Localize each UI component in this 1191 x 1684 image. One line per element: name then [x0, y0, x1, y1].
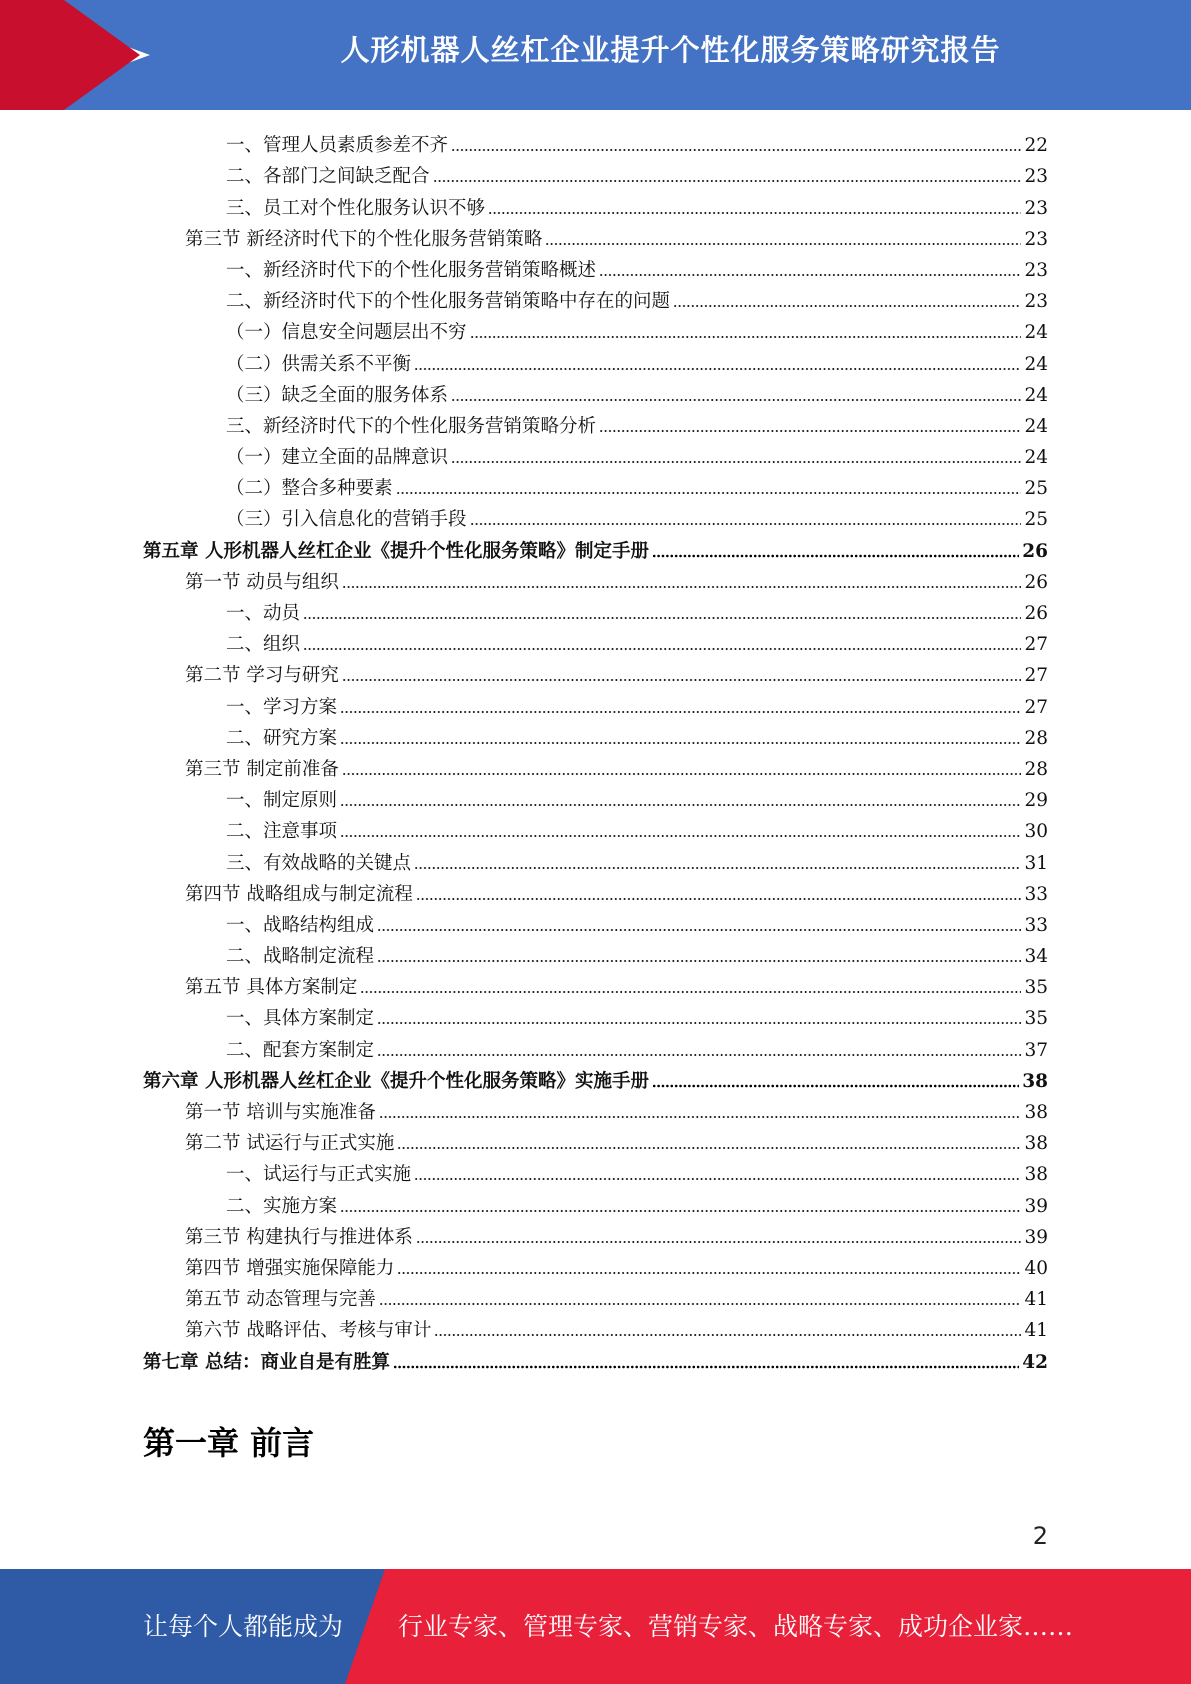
toc-dot-leader — [599, 429, 1021, 433]
chapter-heading: 第一章 前言 — [143, 1424, 315, 1462]
toc-entry[interactable] — [143, 658, 1048, 689]
toc-entry[interactable] — [143, 939, 1048, 970]
toc-entry[interactable] — [143, 1157, 1048, 1188]
toc-entry-page: 25 — [1024, 509, 1048, 531]
toc-entry-title: 第二节 试运行与正式实施 — [185, 1133, 395, 1155]
toc-entry-title: （二）整合多种要素 — [226, 478, 393, 500]
toc-entry[interactable] — [143, 315, 1048, 346]
header-red-block — [0, 0, 64, 110]
toc-entry[interactable] — [143, 970, 1048, 1001]
toc-entry-title: 二、战略制定流程 — [226, 946, 375, 968]
toc-entry-page: 42 — [1022, 1351, 1048, 1373]
toc-entry-page: 39 — [1024, 1226, 1048, 1248]
toc-dot-leader — [340, 803, 1021, 807]
toc-entry-page: 38 — [1024, 1133, 1048, 1155]
toc-entry[interactable] — [143, 1001, 1048, 1032]
toc-dot-leader — [340, 834, 1021, 838]
toc-entry-title: 一、制定原则 — [226, 790, 338, 812]
page-footer — [0, 1569, 1191, 1684]
toc-entry[interactable] — [143, 1032, 1048, 1063]
toc-entry-title: （二）供需关系不平衡 — [226, 353, 412, 375]
toc-entry-title: （三）引入信息化的营销手段 — [226, 509, 467, 531]
toc-dot-leader — [377, 1053, 1021, 1057]
toc-entry-title: 第四节 战略组成与制定流程 — [185, 883, 413, 905]
toc-entry[interactable] — [143, 908, 1048, 939]
toc-entry-title: 一、试运行与正式实施 — [226, 1164, 412, 1186]
toc-entry[interactable] — [143, 1344, 1048, 1375]
footer-slogan-right: 行业专家、管理专家、营销专家、战略专家、成功企业家…… — [398, 1612, 1074, 1641]
toc-entry-title: 一、新经济时代下的个性化服务营销策略概述 — [226, 259, 597, 281]
toc-entry-title: 第四节 增强实施保障能力 — [185, 1257, 395, 1279]
toc-dot-leader — [414, 866, 1021, 870]
toc-entry-title: 二、研究方案 — [226, 727, 338, 749]
toc-entry-page: 24 — [1024, 384, 1048, 406]
toc-entry-page: 23 — [1024, 259, 1048, 281]
toc-entry-page: 24 — [1024, 415, 1048, 437]
toc-entry[interactable] — [143, 190, 1048, 221]
toc-entry[interactable] — [143, 627, 1048, 658]
page-header — [0, 0, 1191, 110]
toc-dot-leader — [379, 1302, 1022, 1306]
toc-entry[interactable] — [143, 533, 1048, 564]
toc-entry-page: 35 — [1024, 1008, 1048, 1030]
toc-dot-leader — [470, 335, 1022, 339]
toc-dot-leader — [397, 1271, 1021, 1275]
toc-entry-page: 33 — [1024, 914, 1048, 936]
toc-entry-title: 第六章 人形机器人丝杠企业《提升个性化服务策略》实施手册 — [143, 1070, 649, 1092]
toc-entry-title: 第五章 人形机器人丝杠企业《提升个性化服务策略》制定手册 — [143, 540, 649, 562]
toc-entry-page: 27 — [1024, 665, 1048, 687]
toc-entry-page: 30 — [1024, 821, 1048, 843]
toc-entry-page: 33 — [1024, 883, 1048, 905]
toc-dot-leader — [342, 772, 1022, 776]
toc-dot-leader — [377, 959, 1021, 963]
toc-dot-leader — [545, 242, 1021, 246]
toc-entry[interactable] — [143, 128, 1048, 159]
toc-dot-leader — [396, 491, 1022, 495]
toc-entry-title: 二、注意事项 — [226, 821, 338, 843]
toc-dot-leader — [340, 1209, 1021, 1213]
toc-entry-title: 第六节 战略评估、考核与审计 — [185, 1320, 432, 1342]
toc-dot-leader — [599, 273, 1021, 277]
toc-dot-leader — [377, 1021, 1021, 1025]
toc-entry-page: 24 — [1024, 322, 1048, 344]
toc-dot-leader — [652, 554, 1019, 558]
toc-entry[interactable] — [143, 814, 1048, 845]
toc-entry-title: （一）信息安全问题层出不穷 — [226, 322, 467, 344]
toc-entry-title: 第三节 构建执行与推进体系 — [185, 1226, 413, 1248]
toc-dot-leader — [433, 179, 1022, 183]
toc-entry-page: 24 — [1024, 353, 1048, 375]
toc-dot-leader — [414, 367, 1021, 371]
toc-entry-title: 三、员工对个性化服务认识不够 — [226, 197, 486, 219]
toc-entry-title: 一、管理人员素质参差不齐 — [226, 135, 449, 157]
toc-entry-page: 41 — [1024, 1320, 1048, 1342]
toc-dot-leader — [673, 304, 1021, 308]
header-title: 人形机器人丝杠企业提升个性化服务策略研究报告 — [340, 33, 1001, 67]
toc-entry-page: 38 — [1024, 1164, 1048, 1186]
toc-entry-page: 26 — [1022, 540, 1048, 562]
toc-entry[interactable] — [143, 565, 1048, 596]
toc-entry-title: 第三节 制定前准备 — [185, 758, 339, 780]
toc-entry-page: 38 — [1022, 1070, 1048, 1092]
page-number: 2 — [1032, 1522, 1048, 1550]
header-red-chevron — [64, 0, 140, 110]
toc-entry-page: 34 — [1024, 946, 1048, 968]
toc-entry-page: 40 — [1024, 1257, 1048, 1279]
toc-entry-page: 28 — [1024, 758, 1048, 780]
toc-entry[interactable] — [143, 1126, 1048, 1157]
toc-entry[interactable] — [143, 689, 1048, 720]
toc-dot-leader — [470, 522, 1022, 526]
toc-entry[interactable] — [143, 159, 1048, 190]
toc-entry-title: 第一节 动员与组织 — [185, 571, 339, 593]
toc-entry[interactable] — [143, 346, 1048, 377]
toc-entry[interactable] — [143, 877, 1048, 908]
toc-entry-title: 第五节 动态管理与完善 — [185, 1289, 376, 1311]
toc-entry-page: 35 — [1024, 977, 1048, 999]
toc-dot-leader — [342, 678, 1022, 682]
toc-entry[interactable] — [143, 1251, 1048, 1282]
toc-dot-leader — [451, 148, 1021, 152]
toc-entry[interactable] — [143, 1313, 1048, 1344]
toc-entry-title: 一、具体方案制定 — [226, 1008, 375, 1030]
toc-entry-page: 29 — [1024, 790, 1048, 812]
toc-dot-leader — [414, 1177, 1021, 1181]
toc-dot-leader — [340, 741, 1021, 745]
toc-entry-title: 一、学习方案 — [226, 696, 338, 718]
toc-entry[interactable] — [143, 596, 1048, 627]
toc-entry[interactable] — [143, 845, 1048, 876]
toc-entry-title: 第七章 总结：商业自是有胜算 — [143, 1351, 390, 1373]
toc-entry-title: 一、动员 — [226, 603, 301, 624]
toc-entry[interactable] — [143, 440, 1048, 471]
toc-dot-leader — [652, 1084, 1019, 1088]
toc-entry-page: 24 — [1024, 447, 1048, 469]
toc-entry-page: 41 — [1024, 1289, 1048, 1311]
toc-entry-page: 26 — [1024, 603, 1048, 624]
toc-entry-page: 25 — [1024, 478, 1048, 500]
toc-entry[interactable] — [143, 284, 1048, 315]
toc-entry-title: 第二节 学习与研究 — [185, 665, 339, 687]
footer-slogan-left: 让每个人都能成为 — [143, 1612, 344, 1641]
toc-entry[interactable] — [143, 1095, 1048, 1126]
toc-entry[interactable] — [143, 1282, 1048, 1313]
toc-dot-leader — [303, 616, 1021, 620]
toc-entry-page: 23 — [1024, 291, 1048, 313]
toc-dot-leader — [488, 211, 1021, 215]
toc-entry-page: 26 — [1024, 571, 1048, 593]
toc-entry-title: 二、实施方案 — [226, 1195, 338, 1217]
toc-entry[interactable] — [143, 721, 1048, 752]
toc-entry-page: 31 — [1024, 852, 1048, 874]
toc-entry[interactable] — [143, 471, 1048, 502]
toc-entry-page: 22 — [1024, 135, 1048, 157]
toc-dot-leader — [451, 398, 1021, 402]
toc-dot-leader — [379, 1115, 1022, 1119]
toc-dot-leader — [416, 1240, 1022, 1244]
toc-entry[interactable] — [143, 409, 1048, 440]
toc-entry-page: 27 — [1024, 696, 1048, 718]
toc-entry-page: 27 — [1024, 634, 1048, 656]
toc-entry[interactable] — [143, 222, 1048, 253]
toc-entry-title: 第三节 新经济时代下的个性化服务营销策略 — [185, 228, 543, 250]
toc-entry-title: 第五节 具体方案制定 — [185, 977, 358, 999]
toc-entry-title: （一）建立全面的品牌意识 — [226, 447, 449, 469]
toc-entry[interactable] — [143, 378, 1048, 409]
toc-dot-leader — [416, 897, 1022, 901]
toc-entry[interactable] — [143, 1064, 1048, 1095]
toc-entry-title: 三、有效战略的关键点 — [226, 852, 412, 874]
toc-entry-page: 23 — [1024, 197, 1048, 219]
toc-entry-title: 二、组织 — [226, 634, 301, 656]
toc-entry[interactable] — [143, 502, 1048, 533]
toc-entry-title: 二、各部门之间缺乏配合 — [226, 166, 430, 188]
toc-entry-page: 37 — [1024, 1039, 1048, 1061]
toc-entry-title: 一、战略结构组成 — [226, 914, 375, 936]
toc-entry-title: 三、新经济时代下的个性化服务营销策略分析 — [226, 415, 597, 437]
toc-dot-leader — [360, 990, 1021, 994]
toc-entry-page: 23 — [1024, 166, 1048, 188]
toc-entry[interactable] — [143, 1188, 1048, 1219]
toc-dot-leader — [393, 1365, 1019, 1369]
table-of-contents — [143, 128, 1048, 1376]
toc-entry-title: 二、新经济时代下的个性化服务营销策略中存在的问题 — [226, 291, 671, 313]
toc-entry[interactable] — [143, 752, 1048, 783]
toc-entry-title: 二、配套方案制定 — [226, 1039, 375, 1061]
toc-entry[interactable] — [143, 253, 1048, 284]
toc-entry-page: 23 — [1024, 228, 1048, 250]
toc-entry[interactable] — [143, 1220, 1048, 1251]
toc-entry-page: 38 — [1024, 1102, 1048, 1123]
toc-entry-title: （三）缺乏全面的服务体系 — [226, 384, 449, 406]
toc-dot-leader — [397, 1146, 1021, 1150]
toc-dot-leader — [434, 1333, 1021, 1337]
toc-dot-leader — [340, 710, 1021, 714]
toc-dot-leader — [451, 460, 1021, 464]
toc-dot-leader — [342, 585, 1022, 589]
toc-entry-title: 第一节 培训与实施准备 — [185, 1102, 376, 1123]
toc-entry[interactable] — [143, 783, 1048, 814]
toc-dot-leader — [303, 647, 1021, 651]
toc-entry-page: 39 — [1024, 1195, 1048, 1217]
toc-dot-leader — [377, 928, 1021, 932]
toc-entry-page: 28 — [1024, 727, 1048, 749]
